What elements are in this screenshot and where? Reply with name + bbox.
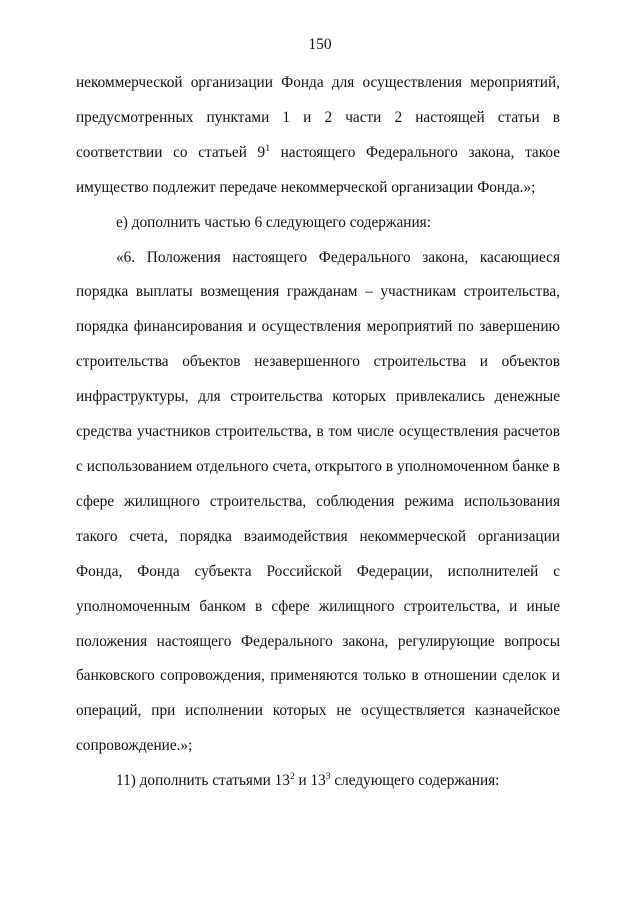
superscript: 2 xyxy=(289,771,295,782)
paragraph-text: следующего содержания: xyxy=(330,772,500,790)
paragraph-text: некоммерческой организации Фонда для осуществления мероприятий, предусмотренных пунктами 1 и 2 части 2 настоящей статьи в соответствии со статьей 9 xyxy=(76,74,560,161)
paragraph-part-6: «6. Положения настоящего Федерального закона, касающиеся порядка выплаты возмещения гражданам – участникам строительства, порядка финансирования и осуществления мероприятий по завершению строительства объектов незавершенного строительства и объектов инфраструктуры, для строительства которых привлекались денежные средства участников строительства, в том числе осуществления расчетов с использованием отдельного счета, открытого в уполномоченном банке в сфере жилищного строительства, соблюдения режима использования такого счета, порядка взаимодействия некоммерческой организации Фонда, Фонда субъекта Российской Федерации, исполнителей с уполномоченным банком в сфере жилищного строительства, и иные положения настоящего Федерального закона, регулирующие вопросы банковского сопровождения, применяются только в отношении сделок и операций, при исполнении которых не осуществляется казначейское сопровождение.»; xyxy=(76,248,560,755)
paragraph-text: и 13 xyxy=(294,772,326,790)
superscript: 3 xyxy=(325,771,331,782)
paragraph-continuation xyxy=(76,66,560,206)
paragraph-text: 11) дополнить статьями 13 xyxy=(116,772,290,790)
paragraph-amendment-e: е) дополнить частью 6 следующего содержания: xyxy=(116,213,431,231)
superscript: 1 xyxy=(265,143,270,154)
paragraph-item-11 xyxy=(76,764,560,799)
page-number: 150 xyxy=(308,36,332,53)
paragraph-text: настоящего Федерального закона, такое имущество подлежит передаче некоммерческой организации Фонда.»; xyxy=(76,143,561,196)
document-body xyxy=(76,66,560,799)
